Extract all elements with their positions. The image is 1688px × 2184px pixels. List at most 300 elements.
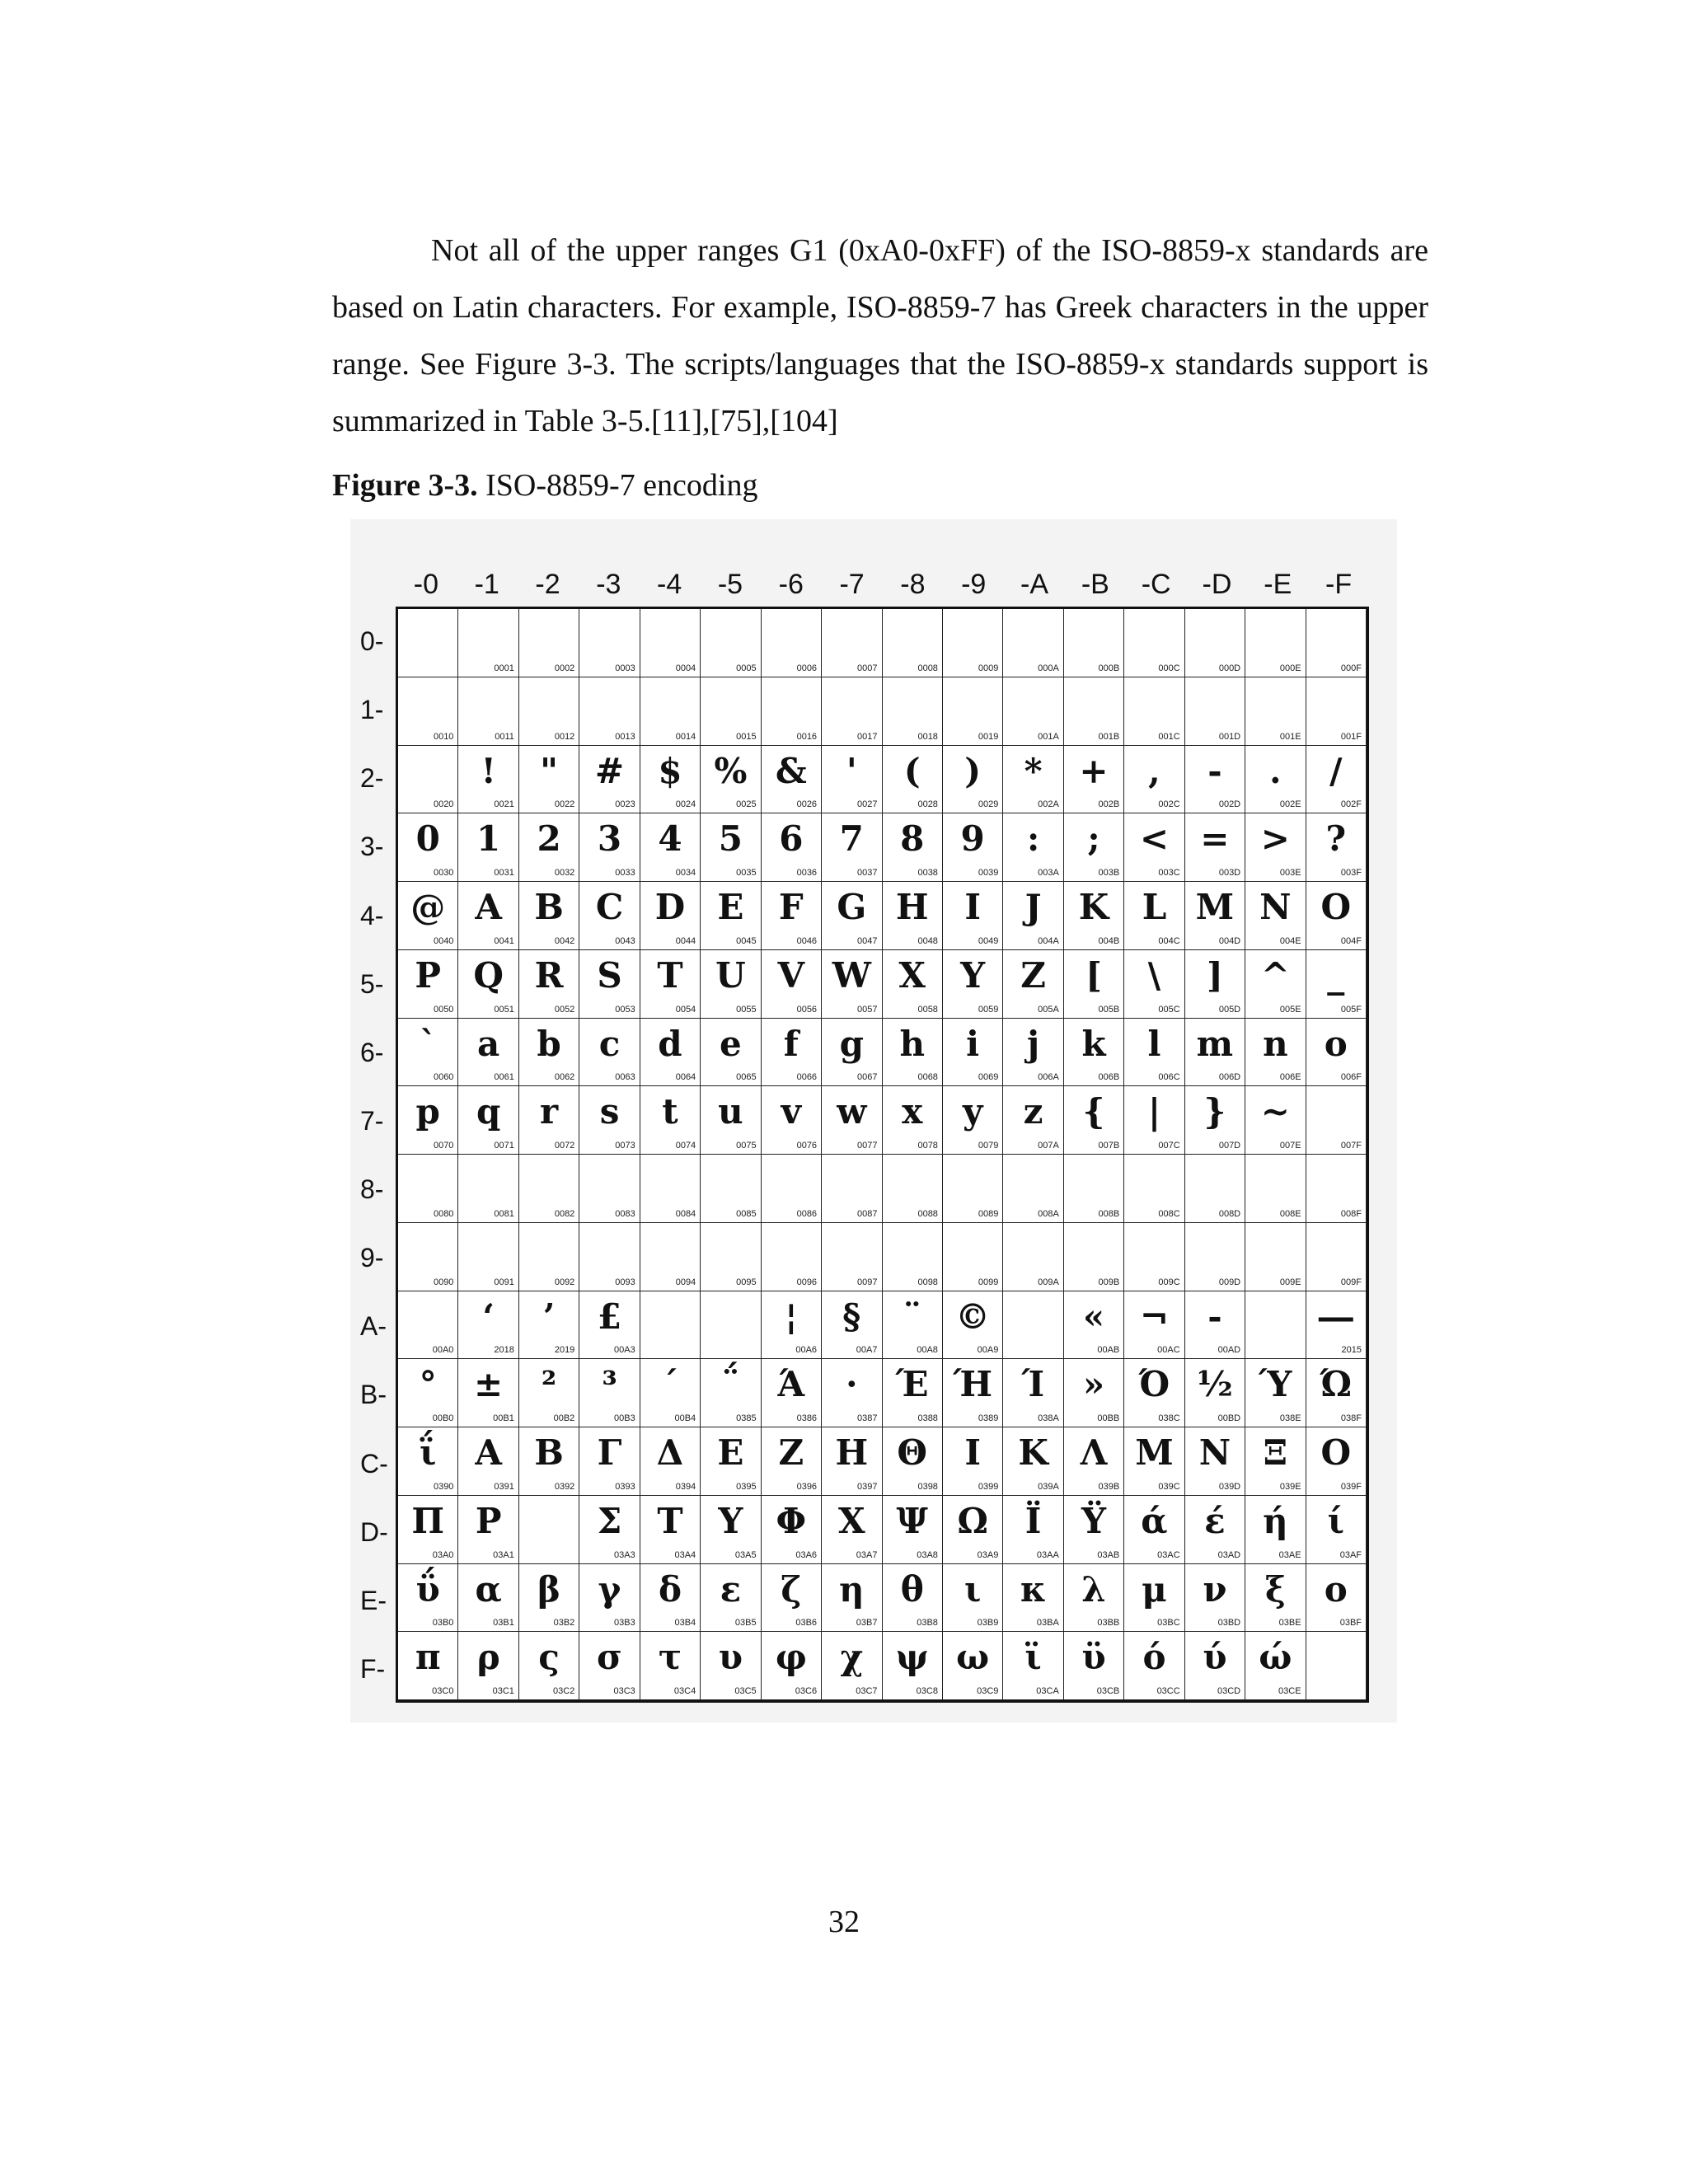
cell-code: 001D	[1218, 731, 1241, 742]
cell-code: 009E	[1279, 1277, 1301, 1287]
cell-glyph: *	[1024, 750, 1043, 791]
table-cell	[1124, 609, 1184, 677]
cell-code: 0076	[796, 1141, 818, 1151]
page-number: 32	[828, 1905, 860, 1939]
cell-code: 03BD	[1217, 1618, 1241, 1629]
cell-glyph: γ	[598, 1568, 621, 1610]
cell-glyph: ί	[1327, 1500, 1344, 1541]
cell-code: 007D	[1218, 1141, 1241, 1151]
table-cell	[1245, 950, 1306, 1019]
cell-glyph: x	[902, 1091, 923, 1132]
cell-code: 007B	[1098, 1141, 1120, 1151]
cell-code: 03CB	[1096, 1686, 1120, 1696]
cell-code: 000C	[1158, 663, 1180, 673]
table-cell	[1185, 1359, 1245, 1427]
cell-glyph: Υ	[718, 1500, 743, 1541]
cell-code: 0057	[857, 1004, 878, 1015]
table-cell	[458, 1496, 518, 1564]
cell-glyph: S	[597, 954, 622, 996]
cell-glyph: Ν	[1198, 1432, 1231, 1473]
cell-code: 03CE	[1278, 1686, 1301, 1696]
cell-glyph: Q	[473, 954, 504, 996]
table-cell	[701, 677, 761, 746]
cell-code: 0035	[736, 868, 757, 878]
cell-code: 038E	[1279, 1413, 1301, 1423]
table-cell	[701, 609, 761, 677]
cell-code: 0085	[736, 1208, 757, 1219]
cell-glyph: O	[1320, 887, 1352, 927]
cell-code: 00B2	[553, 1413, 575, 1423]
table-cell	[1003, 1155, 1063, 1223]
table-cell	[1306, 1632, 1367, 1700]
table-cell	[822, 1496, 882, 1564]
cell-code: 008A	[1038, 1208, 1059, 1219]
row-header: B-	[360, 1380, 387, 1410]
table-cell	[458, 1086, 518, 1155]
cell-code: 0089	[978, 1208, 999, 1219]
cell-code: 039B	[1098, 1481, 1120, 1492]
cell-code: 03C5	[734, 1686, 757, 1696]
cell-code: 0078	[917, 1141, 938, 1151]
cell-glyph: -	[1207, 1296, 1222, 1337]
cell-code: 039D	[1218, 1481, 1241, 1492]
cell-glyph: J	[1025, 887, 1042, 927]
column-header: -8	[900, 569, 926, 600]
cell-code: 0037	[857, 868, 878, 878]
cell-glyph: Δ	[656, 1432, 684, 1473]
table-cell	[701, 746, 761, 814]
cell-glyph: Κ	[1018, 1432, 1048, 1473]
column-header: -1	[474, 569, 499, 600]
cell-glyph: y	[962, 1091, 983, 1132]
table-cell	[458, 813, 518, 882]
cell-code: 00A8	[917, 1345, 938, 1356]
cell-glyph: Β	[534, 1432, 564, 1473]
table-cell	[1003, 1019, 1063, 1087]
cell-code: 039C	[1158, 1481, 1180, 1492]
cell-code: 007F	[1340, 1141, 1362, 1151]
cell-glyph: ύ	[1203, 1637, 1227, 1678]
cell-code: 0077	[857, 1141, 878, 1151]
figure-caption-label: Figure 3-3.	[332, 468, 478, 503]
cell-code: 03BB	[1097, 1618, 1120, 1629]
cell-code: 03C6	[795, 1686, 818, 1696]
cell-code: 0051	[494, 1004, 514, 1015]
cell-code: 002A	[1038, 799, 1059, 810]
row-header: 4-	[360, 900, 384, 930]
cell-code: 0070	[433, 1141, 454, 1151]
cell-glyph: ΄	[661, 1364, 679, 1405]
table-cell	[640, 950, 701, 1019]
cell-glyph: P	[415, 954, 442, 996]
cell-glyph: Η	[835, 1432, 869, 1473]
table-cell	[943, 1086, 1003, 1155]
table-cell	[398, 882, 458, 950]
cell-code: 03B5	[734, 1618, 757, 1629]
table-cell	[1306, 1223, 1367, 1291]
cell-code: 0013	[615, 731, 635, 742]
cell-glyph: Ό	[1138, 1364, 1170, 1405]
table-cell	[1064, 1223, 1124, 1291]
cell-glyph: Ω	[957, 1500, 988, 1541]
table-cell	[762, 1019, 822, 1087]
cell-code: 000E	[1279, 663, 1301, 673]
cell-code: 005C	[1158, 1004, 1180, 1015]
table-cell	[1124, 1564, 1184, 1633]
row-header: D-	[360, 1516, 388, 1547]
table-cell	[822, 677, 882, 746]
table-cell	[1003, 950, 1063, 1019]
cell-glyph: μ	[1142, 1568, 1167, 1610]
cell-glyph: K	[1078, 887, 1109, 927]
cell-code: 0045	[736, 935, 757, 946]
cell-glyph: i	[966, 1023, 980, 1064]
cell-code: 0042	[554, 935, 575, 946]
cell-glyph: '	[846, 750, 857, 791]
table-cell	[458, 1427, 518, 1496]
cell-code: 03AC	[1157, 1549, 1180, 1560]
cell-glyph: !	[481, 750, 496, 791]
cell-glyph: Π	[411, 1500, 445, 1541]
table-cell	[1064, 1086, 1124, 1155]
table-cell	[640, 1496, 701, 1564]
cell-code: 0069	[978, 1072, 999, 1083]
cell-code: 0015	[736, 731, 757, 742]
table-cell	[579, 677, 640, 746]
cell-code: 03C2	[553, 1686, 575, 1696]
cell-code: 005E	[1279, 1004, 1301, 1015]
cell-code: 0003	[615, 663, 635, 673]
table-cell	[1185, 1291, 1245, 1360]
encoding-table-figure	[350, 519, 1397, 1722]
cell-code: 003B	[1098, 868, 1120, 878]
cell-code: 004E	[1279, 935, 1301, 946]
table-cell	[1064, 1291, 1124, 1360]
row-header: 8-	[360, 1174, 384, 1204]
cell-code: 003F	[1340, 868, 1362, 878]
cell-code: 008C	[1158, 1208, 1180, 1219]
cell-glyph: κ	[1020, 1568, 1047, 1610]
cell-glyph: E	[717, 887, 744, 927]
table-cell	[701, 1155, 761, 1223]
table-cell	[1124, 746, 1184, 814]
cell-code: 001C	[1158, 731, 1180, 742]
cell-glyph: ρ	[476, 1637, 500, 1678]
table-cell	[1124, 1632, 1184, 1700]
cell-code: 03CA	[1036, 1686, 1059, 1696]
cell-code: 0094	[675, 1277, 696, 1287]
table-cell	[762, 1496, 822, 1564]
cell-glyph: T	[657, 954, 683, 996]
cell-code: 03A8	[917, 1549, 938, 1560]
cell-glyph: W	[832, 954, 871, 996]
table-cell	[1306, 813, 1367, 882]
table-cell	[1245, 1019, 1306, 1087]
cell-code: 03AF	[1339, 1549, 1362, 1560]
table-cell	[1185, 1223, 1245, 1291]
table-cell	[458, 1291, 518, 1360]
table-cell	[822, 1291, 882, 1360]
cell-code: 0001	[494, 663, 514, 673]
table-cell	[1064, 1427, 1124, 1496]
cell-code: 03C8	[916, 1686, 938, 1696]
cell-code: 0392	[554, 1481, 575, 1492]
table-cell	[822, 1632, 882, 1700]
table-cell	[762, 746, 822, 814]
cell-glyph: Ώ	[1320, 1364, 1352, 1405]
column-header: -6	[778, 569, 804, 600]
cell-glyph: ΰ	[415, 1568, 440, 1610]
cell-glyph: Ύ	[1259, 1364, 1292, 1405]
cell-glyph: g	[839, 1023, 864, 1064]
cell-glyph: I	[964, 887, 981, 927]
cell-code: 03A6	[795, 1549, 818, 1560]
table-cell	[1124, 1359, 1184, 1427]
table-cell	[398, 609, 458, 677]
cell-code: 0066	[796, 1072, 818, 1083]
cell-code: 03C7	[856, 1686, 878, 1696]
cell-code: 0025	[736, 799, 757, 810]
cell-glyph: Μ	[1135, 1432, 1174, 1473]
cell-code: 03B9	[977, 1618, 999, 1629]
cell-code: 0087	[857, 1208, 878, 1219]
cell-code: 0052	[554, 1004, 575, 1015]
cell-glyph: 9	[960, 818, 985, 860]
cell-glyph: 0	[415, 818, 440, 860]
cell-glyph: υ	[718, 1637, 743, 1678]
cell-code: 004C	[1158, 935, 1180, 946]
table-cell	[762, 609, 822, 677]
table-cell	[1306, 1359, 1367, 1427]
table-cell	[762, 1223, 822, 1291]
table-cell	[1064, 1359, 1124, 1427]
cell-code: 0059	[978, 1004, 999, 1015]
table-cell	[519, 746, 579, 814]
table-cell	[579, 882, 640, 950]
cell-code: 0020	[433, 799, 454, 810]
table-cell	[762, 1291, 822, 1360]
cell-code: 0026	[796, 799, 818, 810]
cell-glyph: φ	[775, 1637, 807, 1678]
cell-glyph: $	[658, 750, 682, 791]
encoding-grid	[396, 607, 1369, 1703]
table-cell	[1124, 1086, 1184, 1155]
cell-code: 0036	[796, 868, 818, 878]
cell-code: 0064	[675, 1072, 696, 1083]
table-cell	[1124, 1496, 1184, 1564]
cell-code: 005F	[1340, 1004, 1362, 1015]
cell-code: 0393	[615, 1481, 635, 1492]
cell-code: 03BA	[1036, 1618, 1059, 1629]
column-header: -9	[961, 569, 987, 600]
table-cell	[1124, 1155, 1184, 1223]
table-cell	[1185, 1564, 1245, 1633]
cell-code: 00B4	[674, 1413, 696, 1423]
table-cell	[1124, 677, 1184, 746]
table-cell	[579, 1223, 640, 1291]
table-cell	[519, 1496, 579, 1564]
table-cell	[883, 677, 943, 746]
cell-glyph: -	[1207, 750, 1222, 791]
table-cell	[883, 1359, 943, 1427]
table-cell	[1245, 1155, 1306, 1223]
cell-code: 002E	[1279, 799, 1301, 810]
cell-glyph: A	[475, 887, 502, 927]
table-cell	[519, 813, 579, 882]
cell-code: 03A9	[977, 1549, 999, 1560]
cell-code: 0396	[796, 1481, 818, 1492]
table-cell	[1003, 1359, 1063, 1427]
cell-code: 03B1	[493, 1618, 514, 1629]
cell-code: 00B0	[432, 1413, 454, 1423]
table-cell	[640, 1223, 701, 1291]
table-cell	[1245, 1291, 1306, 1360]
cell-glyph: τ	[658, 1637, 682, 1678]
cell-code: 0018	[917, 731, 938, 742]
cell-code: 0398	[917, 1481, 938, 1492]
cell-code: 003D	[1218, 868, 1241, 878]
cell-glyph: ©	[955, 1296, 991, 1337]
table-cell	[458, 1223, 518, 1291]
cell-glyph: ’	[542, 1296, 556, 1337]
table-cell	[1245, 609, 1306, 677]
table-cell	[1306, 1427, 1367, 1496]
table-cell	[822, 746, 882, 814]
table-cell	[701, 1427, 761, 1496]
table-cell	[579, 746, 640, 814]
cell-glyph: )	[964, 750, 982, 791]
cell-code: 03A7	[856, 1549, 878, 1560]
cell-code: 00AC	[1157, 1345, 1180, 1356]
cell-glyph: Ο	[1320, 1432, 1352, 1473]
cell-code: 03AD	[1217, 1549, 1241, 1560]
cell-glyph: v	[781, 1091, 802, 1132]
table-cell	[883, 1223, 943, 1291]
table-cell	[519, 1155, 579, 1223]
cell-code: 0055	[736, 1004, 757, 1015]
column-header: -5	[717, 569, 743, 600]
table-cell	[701, 1086, 761, 1155]
cell-glyph: Ά	[777, 1364, 805, 1405]
cell-code: 0021	[494, 799, 514, 810]
cell-glyph: =	[1200, 818, 1230, 860]
cell-code: 009F	[1340, 1277, 1362, 1287]
figure-caption	[332, 467, 757, 504]
table-cell	[883, 609, 943, 677]
table-cell	[1245, 1427, 1306, 1496]
cell-glyph: ²	[541, 1364, 557, 1405]
table-cell	[1245, 882, 1306, 950]
cell-code: 0044	[675, 935, 696, 946]
cell-code: 039E	[1279, 1481, 1301, 1492]
table-cell	[1064, 609, 1124, 677]
table-cell	[943, 1359, 1003, 1427]
cell-glyph: 4	[658, 818, 682, 860]
cell-code: 0024	[675, 799, 696, 810]
cell-code: 0030	[433, 868, 454, 878]
cell-code: 03A4	[674, 1549, 696, 1560]
table-cell	[822, 1019, 882, 1087]
row-header: 1-	[360, 695, 384, 725]
table-cell	[1245, 1359, 1306, 1427]
cell-code: 2018	[494, 1345, 514, 1356]
cell-glyph: ψ	[895, 1637, 929, 1678]
table-cell	[1185, 746, 1245, 814]
cell-glyph: r	[540, 1091, 559, 1132]
table-cell	[398, 746, 458, 814]
cell-code: 03C4	[673, 1686, 696, 1696]
cell-glyph: l	[1147, 1023, 1161, 1064]
cell-code: 003E	[1279, 868, 1301, 878]
cell-code: 0048	[917, 935, 938, 946]
table-cell	[1003, 1632, 1063, 1700]
cell-glyph: 5	[718, 818, 743, 860]
cell-code: 03B7	[856, 1618, 878, 1629]
cell-code: 0053	[615, 1004, 635, 1015]
cell-code: 0090	[433, 1277, 454, 1287]
cell-code: 03BE	[1278, 1618, 1301, 1629]
cell-code: 005D	[1218, 1004, 1241, 1015]
table-cell	[1306, 1496, 1367, 1564]
table-cell	[883, 1496, 943, 1564]
cell-glyph: b	[537, 1023, 561, 1064]
cell-code: 003C	[1158, 868, 1180, 878]
table-cell	[943, 1291, 1003, 1360]
table-cell	[1064, 1564, 1124, 1633]
cell-glyph: 6	[779, 818, 804, 860]
table-cell	[762, 950, 822, 1019]
table-cell	[1185, 609, 1245, 677]
cell-glyph: 3	[597, 818, 622, 860]
table-cell	[822, 1223, 882, 1291]
cell-glyph: #	[594, 750, 625, 791]
cell-glyph: Θ	[897, 1432, 928, 1473]
cell-code: 007E	[1279, 1141, 1301, 1151]
cell-code: 0040	[433, 935, 454, 946]
table-cell	[1003, 1496, 1063, 1564]
cell-glyph: Χ	[837, 1500, 865, 1541]
table-cell	[398, 1291, 458, 1360]
cell-code: 0014	[675, 731, 696, 742]
cell-code: 006B	[1098, 1072, 1120, 1083]
column-header: -E	[1264, 569, 1292, 600]
cell-code: 0008	[917, 663, 938, 673]
table-cell	[579, 609, 640, 677]
cell-code: 039A	[1038, 1481, 1059, 1492]
table-cell	[579, 1086, 640, 1155]
cell-code: 03CC	[1156, 1686, 1180, 1696]
table-cell	[943, 1019, 1003, 1087]
table-cell	[883, 882, 943, 950]
table-cell	[1306, 1291, 1367, 1360]
cell-code: 001A	[1038, 731, 1059, 742]
cell-code: 0039	[978, 868, 999, 878]
table-cell	[1245, 746, 1306, 814]
table-cell	[398, 1496, 458, 1564]
cell-glyph: α	[475, 1568, 502, 1610]
table-cell	[1185, 677, 1245, 746]
cell-glyph: ½	[1197, 1364, 1233, 1405]
table-cell	[579, 1019, 640, 1087]
cell-code: 004D	[1218, 935, 1241, 946]
table-cell	[1245, 1223, 1306, 1291]
cell-code: 0047	[857, 935, 878, 946]
cell-glyph: ω	[956, 1637, 990, 1678]
cell-code: 00A0	[432, 1345, 454, 1356]
cell-code: 000F	[1340, 663, 1362, 673]
cell-glyph: +	[1079, 750, 1109, 791]
cell-glyph: 8	[900, 818, 925, 860]
